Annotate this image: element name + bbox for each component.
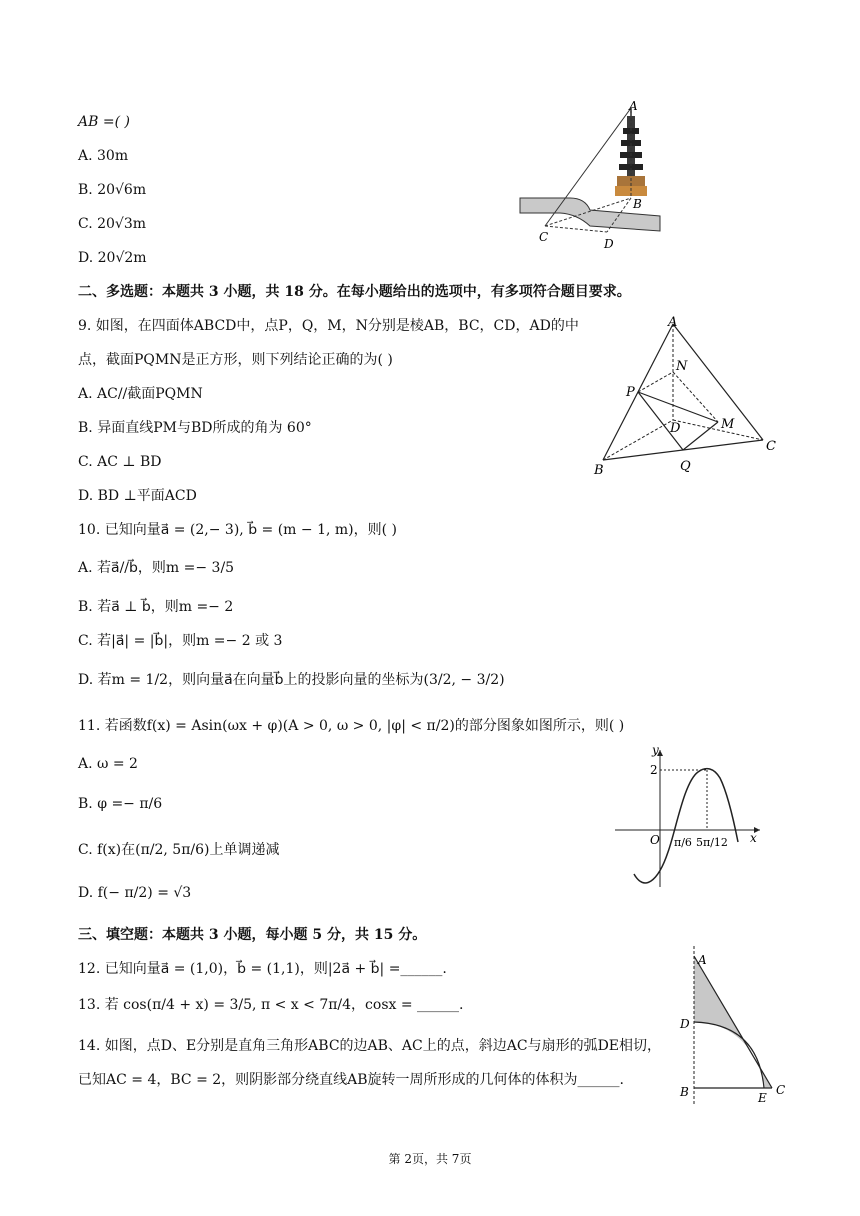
q14-line2: 已知AC = 4，BC = 2，则阴影部分绕直线AB旋转一周所形成的几何体的体积为______. bbox=[78, 1072, 625, 1088]
q8-option-a: A. 30m bbox=[78, 148, 129, 164]
q11-option-d: D. f(− π/2) = √3 bbox=[78, 885, 192, 901]
fig14-label-d: D bbox=[680, 1017, 690, 1031]
pagoda-figure bbox=[515, 98, 665, 258]
q9-option-b: B. 异面直线PM与BD所成的角为 60° bbox=[78, 420, 312, 436]
q11-option-b: B. φ =− π/6 bbox=[78, 796, 163, 812]
fig9-label-m: M bbox=[721, 417, 735, 432]
graph-ymax-label: 2 bbox=[650, 763, 658, 777]
fig14-label-a: A bbox=[698, 953, 707, 967]
sine-curve bbox=[634, 769, 738, 883]
fig14-label-c: C bbox=[776, 1083, 786, 1097]
fig9-label-c: C bbox=[766, 439, 776, 454]
q14-line1: 14. 如图，点D、E分别是直角三角形ABC的边AB、AC上的点，斜边AC与扇形的弧DE相切， bbox=[78, 1038, 662, 1054]
fig8-label-b: B bbox=[633, 197, 642, 211]
fig9-label-b: B bbox=[594, 463, 604, 478]
q9-option-a: A. AC//截面PQMN bbox=[78, 386, 203, 402]
q10-option-b: B. 若a⃗ ⊥ b⃗，则m =− 2 bbox=[78, 599, 234, 615]
q10-option-c: C. 若|a⃗| = |b⃗|，则m =− 2 或 3 bbox=[78, 633, 283, 649]
q8-option-b: B. 20√6m bbox=[78, 182, 147, 198]
q11-option-c: C. f(x)在(π/2, 5π/6)上单调递减 bbox=[78, 842, 280, 858]
section3-header: 三、填空题：本题共 3 小题，每小题 5 分，共 15 分。 bbox=[78, 927, 427, 943]
q9-stem-line2: 点，截面PQMN是正方形，则下列结论正确的为( ) bbox=[78, 352, 393, 368]
fig9-label-q: Q bbox=[680, 459, 691, 474]
fig9-label-p: P bbox=[626, 385, 635, 400]
fig9-label-d: D bbox=[670, 421, 681, 436]
q11-option-a: A. ω = 2 bbox=[78, 756, 138, 772]
fig8-label-c: C bbox=[539, 230, 549, 244]
graph-x-label: x bbox=[750, 831, 757, 845]
graph-origin-label: O bbox=[650, 833, 660, 847]
fig8-label-d: D bbox=[604, 237, 614, 251]
sine-graph-figure bbox=[610, 742, 770, 892]
q10-option-a: A. 若a⃗//b⃗，则m =− 3/5 bbox=[78, 560, 235, 576]
q8-stem: AB =( ) bbox=[78, 114, 130, 130]
fig8-label-a: A bbox=[629, 99, 638, 113]
fig14-label-e: E bbox=[758, 1091, 767, 1105]
fig9-label-n: N bbox=[676, 359, 688, 374]
tetrahedron-figure bbox=[588, 312, 788, 480]
q8-option-d: D. 20√2m bbox=[78, 250, 147, 266]
q9-option-c: C. AC ⊥ BD bbox=[78, 454, 162, 470]
graph-x2-label: 5π/12 bbox=[696, 836, 728, 849]
pagoda-icon bbox=[615, 108, 647, 196]
q12-text: 12. 已知向量a⃗ = (1,0)，b⃗ = (1,1)，则|2a⃗ + b⃗| =______. bbox=[78, 961, 447, 977]
fig9-label-a: A bbox=[668, 315, 678, 330]
q13-text: 13. 若 cos(π/4 + x) = 3/5, π < x < 7π/4，cosx = ______. bbox=[78, 997, 464, 1013]
fig14-label-b: B bbox=[680, 1085, 689, 1099]
sector-figure bbox=[672, 944, 790, 1106]
q10-stem: 10. 已知向量a⃗ = (2,− 3), b⃗ = (m − 1, m)，则( ) bbox=[78, 522, 397, 538]
section2-header: 二、多选题：本题共 3 小题，共 18 分。在每小题给出的选项中，有多项符合题目要求。 bbox=[78, 284, 631, 300]
q8-option-c: C. 20√3m bbox=[78, 216, 147, 232]
page-footer: 第 2页，共 7页 bbox=[388, 1152, 472, 1166]
q11-stem: 11. 若函数f(x) = Asin(ωx + φ)(A > 0, ω > 0, |φ| < π/2)的部分图象如图所示，则( ) bbox=[78, 718, 625, 734]
q10-option-d: D. 若m = 1/2，则向量a⃗在向量b⃗上的投影向量的坐标为(3/2, − 3/2) bbox=[78, 672, 505, 688]
q9-option-d: D. BD ⊥平面ACD bbox=[78, 488, 197, 504]
graph-y-label: y bbox=[652, 743, 659, 757]
q9-stem-line1: 9. 如图，在四面体ABCD中，点P，Q，M，N分别是棱AB，BC，CD，AD的中 bbox=[78, 318, 579, 334]
graph-x1-label: π/6 bbox=[674, 836, 692, 849]
